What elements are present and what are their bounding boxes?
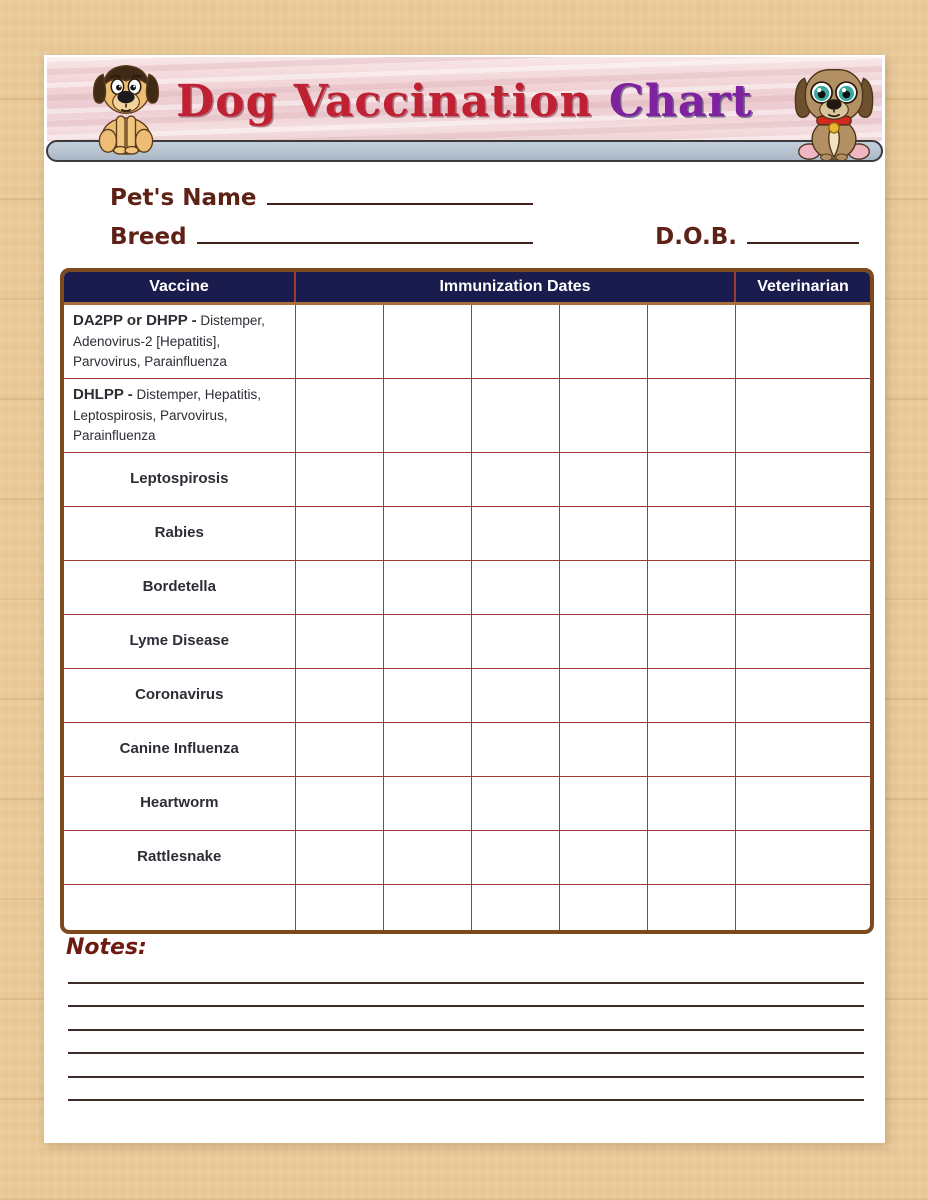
right-dog-icon [780,63,888,163]
vet-cell[interactable] [735,776,870,830]
vet-cell[interactable] [735,722,870,776]
notes-line[interactable] [68,960,864,984]
notes-line[interactable] [68,1007,864,1031]
date-cell[interactable] [559,830,647,884]
date-cell[interactable] [471,776,559,830]
vaccine-cell [64,722,295,776]
vet-cell[interactable] [735,560,870,614]
pet-name-label: Pet's Name [110,185,257,212]
date-cell[interactable] [471,378,559,452]
date-cell[interactable] [295,668,383,722]
vaccine-cell [64,378,295,452]
table-row [64,506,870,560]
vet-cell[interactable] [735,452,870,506]
date-cell[interactable] [471,884,559,930]
notes-lines [68,960,864,1101]
date-cell[interactable] [559,378,647,452]
vaccine-name: DHLPP - [73,385,133,403]
pet-info-form [110,181,861,250]
vet-cell[interactable] [735,614,870,668]
vaccine-name: Heartworm [140,794,219,811]
date-cell[interactable] [647,303,735,378]
table-row [64,668,870,722]
date-cell[interactable] [295,452,383,506]
table-row [64,830,870,884]
date-cell[interactable] [647,560,735,614]
date-cell[interactable] [471,560,559,614]
vaccine-name: Coronavirus [135,686,224,703]
date-cell[interactable] [295,776,383,830]
date-cell[interactable] [471,830,559,884]
vaccine-table [64,272,870,930]
vet-cell[interactable] [735,506,870,560]
date-cell[interactable] [559,614,647,668]
date-cell[interactable] [295,722,383,776]
date-cell[interactable] [383,303,471,378]
notes-line[interactable] [68,1031,864,1055]
date-cell[interactable] [295,560,383,614]
vaccine-cell [64,506,295,560]
date-cell[interactable] [647,506,735,560]
date-cell[interactable] [383,614,471,668]
vaccine-cell [64,452,295,506]
date-cell[interactable] [471,722,559,776]
vet-cell[interactable] [735,378,870,452]
vaccine-cell [64,614,295,668]
notes-line[interactable] [68,1078,864,1102]
date-cell[interactable] [295,614,383,668]
date-cell[interactable] [559,776,647,830]
date-cell[interactable] [647,668,735,722]
date-cell[interactable] [647,776,735,830]
vaccine-name: Bordetella [142,578,216,595]
date-cell[interactable] [559,506,647,560]
dob-label: D.O.B. [655,224,737,251]
table-header-vet: Veterinarian [735,272,870,303]
vaccine-table-wrap [60,268,874,934]
date-cell[interactable] [647,722,735,776]
vaccine-name: Leptospirosis [130,470,229,487]
pet-name-line[interactable] [267,181,533,205]
date-cell[interactable] [295,884,383,930]
table-row [64,776,870,830]
date-cell[interactable] [383,452,471,506]
date-cell[interactable] [383,506,471,560]
vet-cell[interactable] [735,668,870,722]
date-cell[interactable] [471,614,559,668]
table-header-dates: Immunization Dates [295,272,735,303]
date-cell[interactable] [647,378,735,452]
date-cell[interactable] [383,884,471,930]
table-row [64,884,870,930]
table-header-vaccine: Vaccine [64,272,295,303]
date-cell[interactable] [647,884,735,930]
table-row [64,560,870,614]
vaccine-cell [64,884,295,930]
date-cell[interactable] [383,776,471,830]
date-cell[interactable] [295,506,383,560]
breed-label: Breed [110,224,187,251]
notes-line[interactable] [68,984,864,1008]
left-dog-icon [72,61,180,156]
page-title-red: Dog Vaccination [176,75,593,127]
date-cell[interactable] [471,668,559,722]
vaccine-name: Rabies [154,524,204,541]
date-cell[interactable] [647,452,735,506]
table-row [64,722,870,776]
date-cell[interactable] [471,303,559,378]
date-cell[interactable] [559,668,647,722]
date-cell[interactable] [647,830,735,884]
page-title [176,72,753,127]
table-row [64,303,870,378]
date-cell[interactable] [559,303,647,378]
table-header-row [64,272,870,303]
vaccine-table-body [64,303,870,930]
vaccine-name: Canine Influenza [119,740,239,757]
date-cell[interactable] [471,452,559,506]
date-cell[interactable] [559,560,647,614]
vaccine-desc: Distemper, Adenovirus-2 [Hepatitis], Parvovirus, Parainfluenza [73,312,265,370]
date-cell[interactable] [383,560,471,614]
date-cell[interactable] [559,722,647,776]
vaccine-name: DA2PP or DHPP - [73,311,197,329]
vet-cell[interactable] [735,830,870,884]
table-row [64,452,870,506]
vaccine-cell [64,560,295,614]
date-cell[interactable] [559,452,647,506]
vet-cell[interactable] [735,884,870,930]
vaccine-desc: Distemper, Hepatitis, Leptospirosis, Parvovirus, Parainfluenza [73,386,262,444]
notes-label: Notes: [66,935,147,960]
table-row [64,614,870,668]
breed-line[interactable] [197,220,533,244]
pet-name-row [110,181,861,211]
date-cell[interactable] [383,668,471,722]
date-cell[interactable] [295,378,383,452]
date-cell[interactable] [471,506,559,560]
vaccine-cell [64,303,295,378]
breed-dob-row [110,220,861,250]
dob-line[interactable] [747,220,859,244]
vaccine-name: Rattlesnake [137,848,222,865]
date-cell[interactable] [559,884,647,930]
vaccine-name: Lyme Disease [129,632,229,649]
date-cell[interactable] [383,722,471,776]
vet-cell[interactable] [735,303,870,378]
vaccine-cell [64,830,295,884]
vaccine-cell [64,776,295,830]
date-cell[interactable] [295,830,383,884]
date-cell[interactable] [383,378,471,452]
table-row [64,378,870,452]
page-title-purple: Chart [608,75,753,127]
date-cell[interactable] [295,303,383,378]
document-page [44,55,885,1143]
dob-group [655,220,859,250]
notes-line[interactable] [68,1054,864,1078]
date-cell[interactable] [383,830,471,884]
date-cell[interactable] [647,614,735,668]
vaccine-cell [64,668,295,722]
